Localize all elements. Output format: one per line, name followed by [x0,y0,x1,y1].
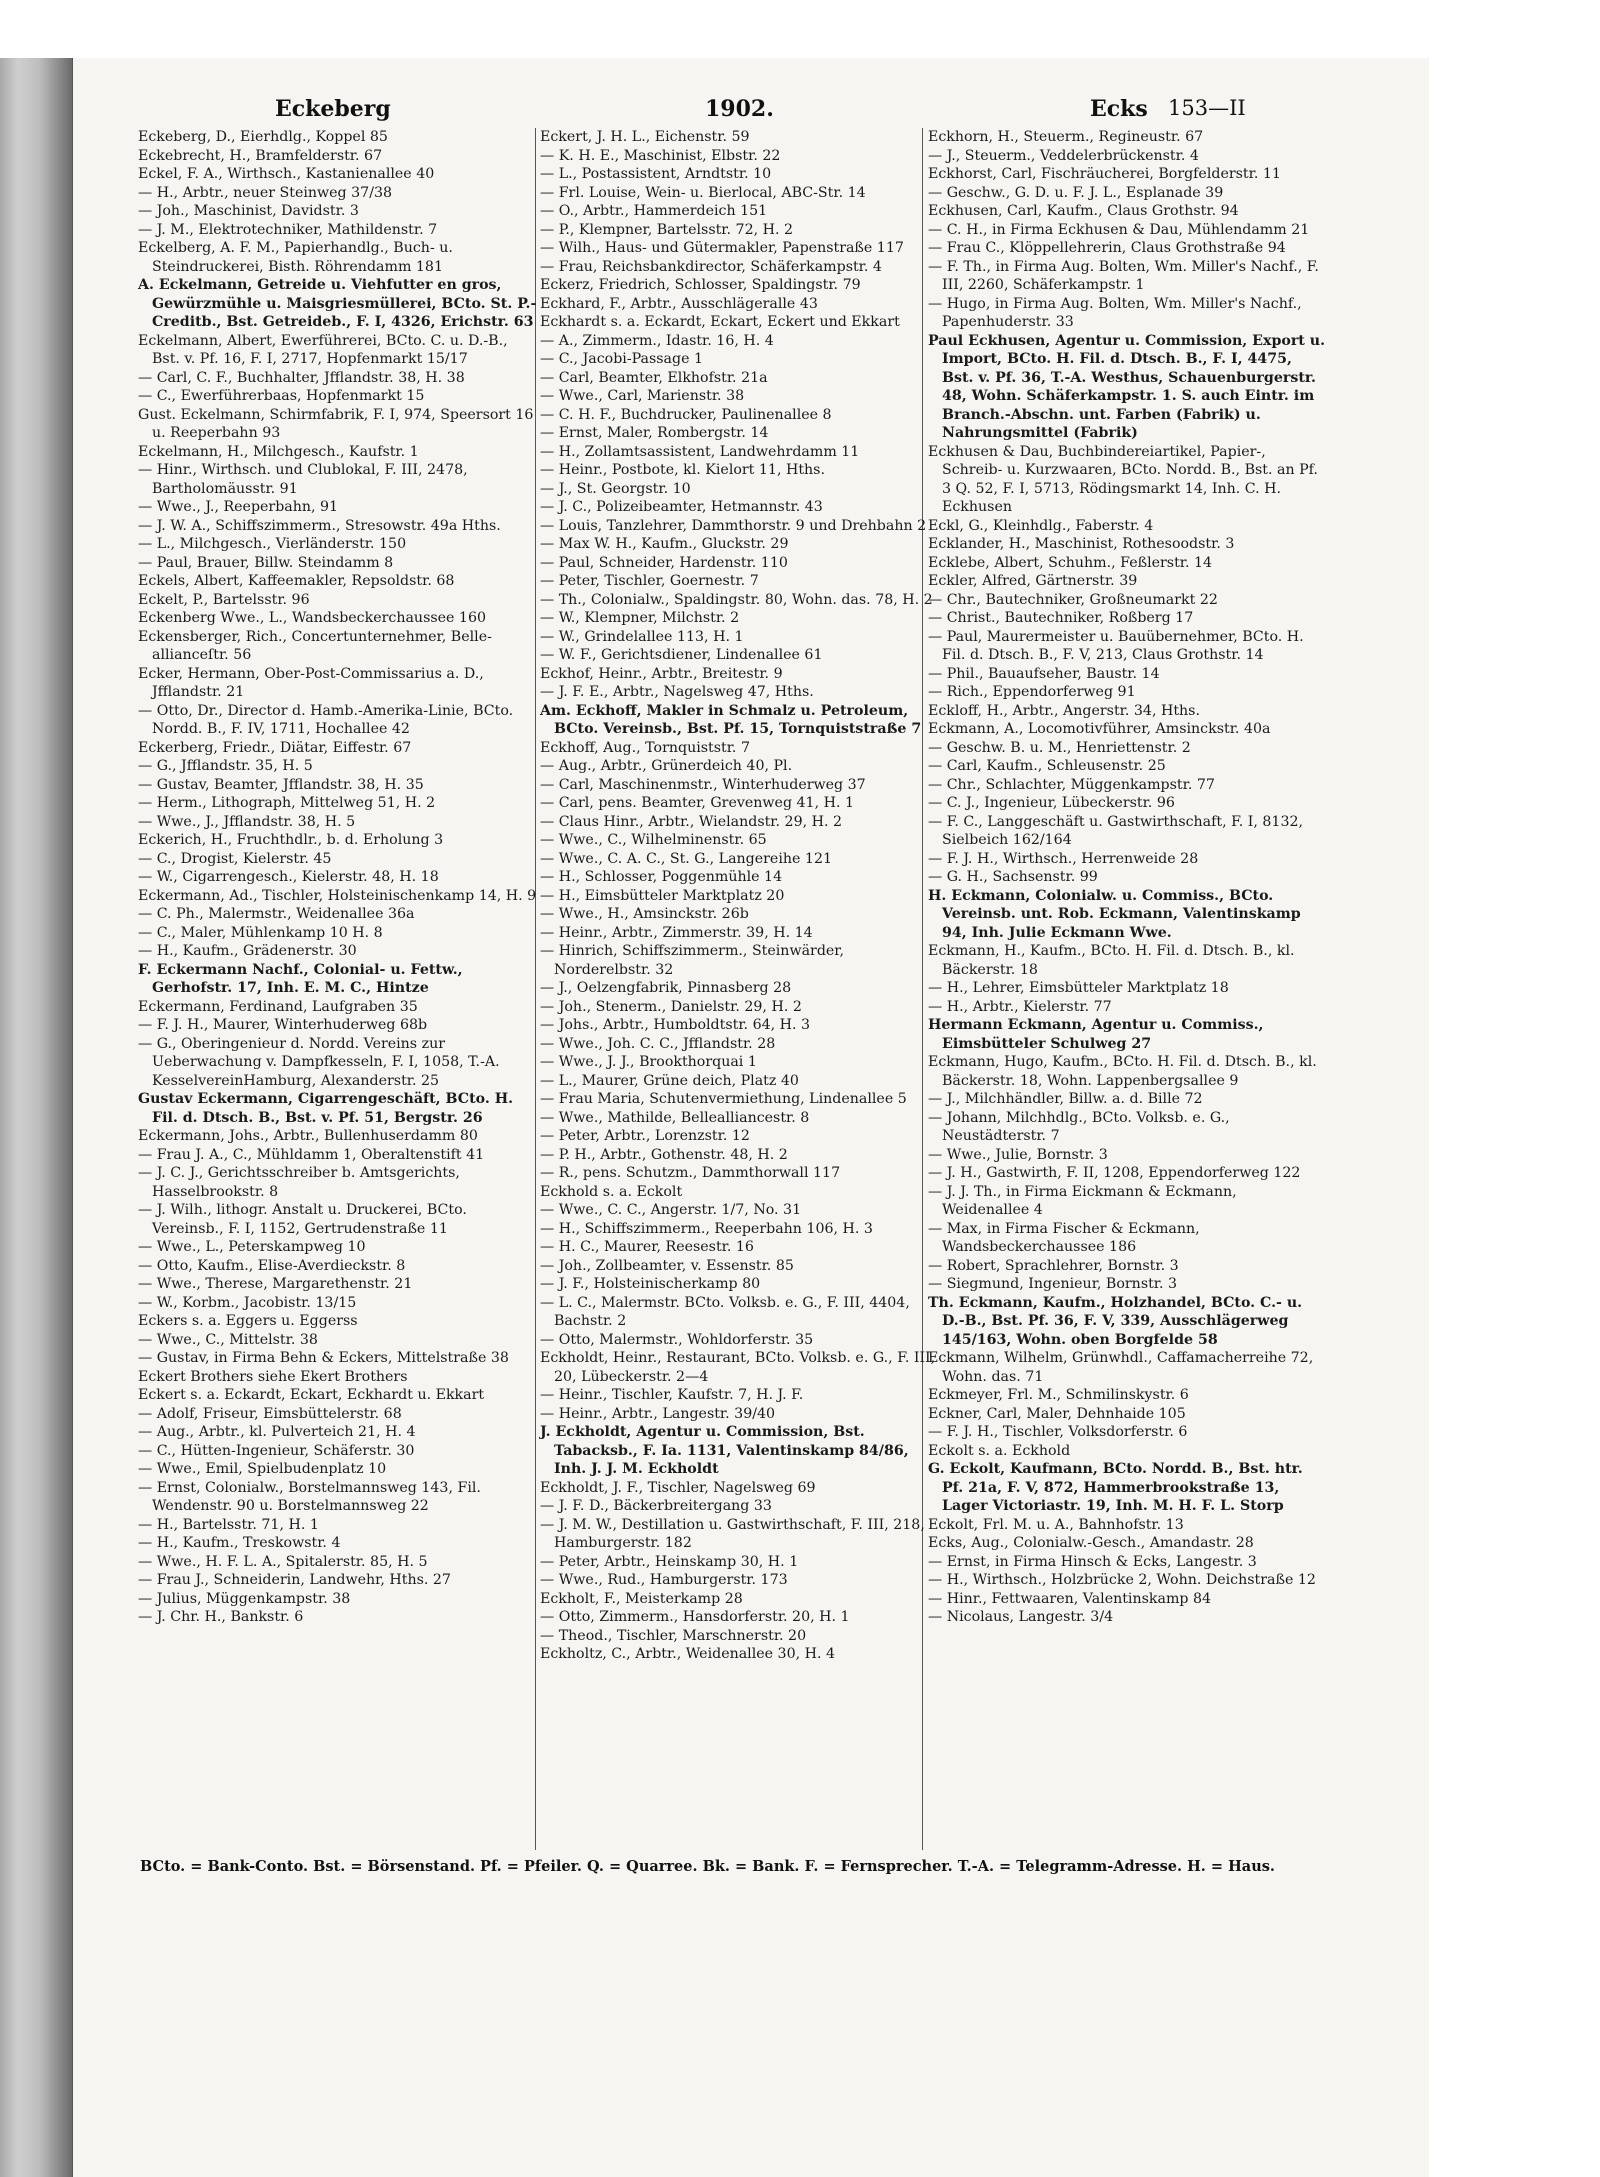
directory-entry: — Wwe., Rud., Hamburgerstr. 173 [540,1572,788,1588]
directory-entry: — J. J. Th., in Firma Eickmann & Eckmann, Weidenallee 4 [928,1183,1237,1218]
directory-entry: — Ernst, Maler, Rombergstr. 14 [540,425,769,441]
directory-entry: — Theod., Tischler, Marschnerstr. 20 [540,1627,807,1644]
directory-entry: — O., Arbtr., Hammerdeich 151 [540,203,768,219]
directory-entry: — C. H., in Firma Eckhusen & Dau, Mühlendamm 21 [928,221,1310,238]
directory-entry: — Chr., Schlachter, Müggenkampstr. 77 [928,776,1215,793]
directory-entry: — Chr., Bautechniker, Großneumarkt 22 [928,591,1218,608]
directory-entry: — Hinr., Wirthsch. und Clublokal, F. III, 2478, Bartholomäusstr. 91 [138,462,468,497]
directory-entry: — W. F., Gerichtsdiener, Lindenallee 61 [540,647,823,663]
directory-entry: — F. J. H., Wirthsch., Herrenweide 28 [928,850,1199,867]
directory-entry: — J., Oelzengfabrik, Pinnasberg 28 [540,980,792,996]
directory-column-3 [928,128,1328,1627]
directory-entry: — Geschw. B. u. M., Henriettenstr. 2 [928,739,1191,756]
directory-entry: — J. Wilh., lithogr. Anstalt u. Druckerei, BCto. Vereinsb., F. I, 1152, Gertrudenstraße 11 [138,1202,467,1237]
directory-entry: F. Eckermann Nachf., Colonial- u. Fettw., Gerhofstr. 17, Inh. E. M. C., Hintze [138,961,463,996]
directory-entry: A. Eckelmann, Getreide u. Viehfutter en gros, Gewürzmühle u. Maisgriesmüllerei, BCto. St. P.-Creditb., Bst. Getreideb., F. I, 4326, Erichstr. 63 [138,277,537,330]
directory-entry: — C. Ph., Malermstr., Weidenallee 36a [138,906,415,922]
abbreviation-legend: BCto. = Bank-Conto. Bst. = Börsenstand. Pf. = Pfeiler. Q. = Quarree. Bk. = Bank. F. = Fernsprecher. T.-A. = Telegramm-Adresse. H. = Haus. [140,1858,1275,1875]
directory-entry: — J., Steuerm., Veddelerbrückenstr. 4 [928,147,1199,164]
directory-entry: — Claus Hinr., Arbtr., Wielandstr. 29, H. 2 [540,813,843,830]
directory-entry: — H., Lehrer, Eimsbütteler Marktplatz 18 [928,980,1229,996]
directory-entry: Eckels, Albert, Kaffeemakler, Repsoldstr. 68 [138,573,455,589]
directory-entry: — W., Korbm., Jacobistr. 13/15 [138,1294,357,1311]
directory-entry: Eckmann, H., Kaufm., BCto. H. Fil. d. Dtsch. B., kl. Bäckerstr. 18 [928,943,1295,978]
directory-entry: — Otto, Malermstr., Wohldorferstr. 35 [540,1331,814,1348]
directory-entry: — J., St. Georgstr. 10 [540,480,691,497]
directory-entry: Paul Eckhusen, Agentur u. Commission, Export u. Import, BCto. H. Fil. d. Dtsch. B., F. I, 4475, Bst. v. Pf. 36, T.-A. Westhus, Schauenburgerstr. 48, Wohn. Schäferkampstr. 1. S. auch Eintr. im Branch.-Abschn. unt. Farben (Fabrik) u. Nahrungsmittel (Fabrik) [928,332,1326,441]
directory-entry: — Hugo, in Firma Aug. Bolten, Wm. Miller's Nachf., Papenhuderstr. 33 [928,295,1302,330]
directory-entry: — H., Arbtr., Kielerstr. 77 [928,998,1112,1015]
directory-entry: — Wwe., Julie, Bornstr. 3 [928,1146,1108,1163]
directory-entry: — Wwe., C. A. C., St. G., Langereihe 121 [540,850,832,867]
header-page-number: 153—II [1168,96,1246,120]
directory-entry: — L., Maurer, Grüne deich, Platz 40 [540,1072,799,1089]
directory-entry: Eckhusen, Carl, Kaufm., Claus Grothstr. 94 [928,203,1239,219]
directory-entry: — Gustav, Beamter, Jfflandstr. 38, H. 35 [138,776,424,793]
directory-entry: — K. H. E., Maschinist, Elbstr. 22 [540,147,781,164]
directory-entry: Eckolt s. a. Eckhold [928,1442,1071,1459]
directory-entry: — C., Maler, Mühlenkamp 10 H. 8 [138,924,383,941]
directory-entry: — Siegmund, Ingenieur, Bornstr. 3 [928,1276,1178,1292]
directory-entry: — Wilh., Haus- und Gütermakler, Papenstraße 117 [540,240,904,256]
directory-entry: — Frau J. A., C., Mühldamm 1, Oberaltenstift 41 [138,1146,485,1163]
directory-entry: Th. Eckmann, Kaufm., Holzhandel, BCto. C.- u. D.-B., Bst. Pf. 36, F. V, 339, Ausschlägerweg 145/163, Wohn. oben Borgfelde 58 [928,1294,1303,1348]
directory-entry: Eckert Brothers siehe Ekert Brothers [138,1368,408,1385]
directory-entry: — Johann, Milchhdlg., BCto. Volksb. e. G., Neustädterstr. 7 [928,1109,1230,1144]
directory-entry: — Carl, Kaufm., Schleusenstr. 25 [928,758,1166,774]
directory-entry: — Heinr., Tischler, Kaufstr. 7, H. J. F. [540,1387,804,1403]
directory-entry: — Frl. Louise, Wein- u. Bierlocal, ABC-Str. 14 [540,184,866,201]
directory-entry: — Wwe., Therese, Margarethenstr. 21 [138,1276,413,1292]
directory-entry: — Nicolaus, Langestr. 3/4 [928,1609,1114,1625]
directory-entry: Eckler, Alfred, Gärtnerstr. 39 [928,573,1138,589]
directory-entry: — J. F., Holsteinischerkamp 80 [540,1276,761,1292]
directory-entry: Eckelt, P., Bartelsstr. 96 [138,591,310,608]
directory-entry: — W., Cigarrengesch., Kielerstr. 48, H. 18 [138,869,439,885]
directory-entry: — Gustav, in Firma Behn & Eckers, Mittelstraße 38 [138,1350,509,1366]
directory-entry: — Wwe., C., Wilhelminenstr. 65 [540,832,767,848]
directory-entry: Eckhard, F., Arbtr., Ausschlägeralle 43 [540,295,818,312]
directory-entry: — J. Chr. H., Bankstr. 6 [138,1609,304,1625]
directory-entry: — G. H., Sachsenstr. 99 [928,869,1098,885]
directory-entry: — Wwe., J., Jfflandstr. 38, H. 5 [138,813,356,830]
directory-entry: — Johs., Arbtr., Humboldtstr. 64, H. 3 [540,1017,811,1033]
directory-entry: — H., Eimsbütteler Marktplatz 20 [540,887,785,904]
directory-entry: — L., Milchgesch., Vierländerstr. 150 [138,536,407,552]
directory-entry: — J. M. W., Destillation u. Gastwirthschaft, F. III, 218, Hamburgerstr. 182 [540,1516,925,1551]
directory-entry: Eckeberg, D., Eierhdlg., Koppel 85 [138,129,388,145]
header-left-keyword: Eckeberg [275,96,391,122]
directory-entry: — H., Kaufm., Treskowstr. 4 [138,1535,341,1551]
directory-entry: — H., Bartelsstr. 71, H. 1 [138,1516,319,1533]
directory-entry: — F. C., Langgeschäft u. Gastwirthschaft, F. I, 8132, Sielbeich 162/164 [928,813,1304,848]
directory-entry: — C., Jacobi-Passage 1 [540,351,704,367]
directory-entry: — Rich., Eppendorferweg 91 [928,684,1136,700]
directory-entry: — Paul, Brauer, Billw. Steindamm 8 [138,554,394,571]
directory-entry: — Otto, Zimmerm., Hansdorferstr. 20, H. 1 [540,1609,850,1625]
directory-entry: Eckert s. a. Eckardt, Eckart, Eckhardt u. Ekkart [138,1387,485,1403]
directory-entry: Eckers s. a. Eggers u. Eggerss [138,1313,358,1329]
directory-entry: — Carl, Maschinenmstr., Winterhuderweg 37 [540,776,866,793]
directory-entry: — Frau Maria, Schutenvermiethung, Lindenallee 5 [540,1091,907,1107]
directory-entry: — Max, in Firma Fischer & Eckmann, Wandsbeckerchaussee 186 [928,1220,1200,1255]
directory-entry: — Wwe., Mathilde, Bellealliancestr. 8 [540,1109,810,1126]
directory-entry: — Christ., Bautechniker, Roßberg 17 [928,610,1194,626]
book-binding-edge [0,58,72,2177]
directory-entry: — W., Grindelallee 113, H. 1 [540,628,744,645]
directory-entry: — Robert, Sprachlehrer, Bornstr. 3 [928,1257,1179,1274]
directory-entry: — Otto, Kaufm., Elise-Averdieckstr. 8 [138,1257,406,1274]
directory-column-2 [540,128,940,1664]
directory-entry: Am. Eckhoff, Makler in Schmalz u. Petroleum, BCto. Vereinsb., Bst. Pf. 15, Tornquiststraße 7 [540,702,922,737]
directory-entry: — J. M., Elektrotechniker, Mathildenstr. 7 [138,221,438,238]
header-right-keyword: Ecks [1090,96,1148,122]
directory-entry: Ecklander, H., Maschinist, Rothesoodstr. 3 [928,536,1235,552]
directory-entry: Eckholdt, Heinr., Restaurant, BCto. Volksb. e. G., F. III, 20, Lübeckerstr. 2—4 [540,1350,936,1385]
directory-entry: Eckholdt, J. F., Tischler, Nagelsweg 69 [540,1479,816,1496]
directory-entry: Eckhold s. a. Eckolt [540,1183,683,1200]
directory-entry: — J. C., Polizeibeamter, Hetmannstr. 43 [540,499,823,515]
directory-entry: — C. J., Ingenieur, Lübeckerstr. 96 [928,795,1175,811]
directory-entry: — Wwe., H., Amsinckstr. 26b [540,906,749,922]
directory-entry: Eckhof, Heinr., Arbtr., Breitestr. 9 [540,665,783,682]
directory-entry: G. Eckolt, Kaufmann, BCto. Nordd. B., Bst. htr. Pf. 21a, F. V, 872, Hammerbrookstraße 13, Lager Victoriastr. 19, Inh. M. H. F. L. Storp [928,1461,1303,1514]
directory-entry: Ecklebe, Albert, Schuhm., Feßlerstr. 14 [928,554,1213,571]
directory-entry: — W., Klempner, Milchstr. 2 [540,610,740,626]
directory-entry: Eckmann, Hugo, Kaufm., BCto. H. Fil. d. Dtsch. B., kl. Bäckerstr. 18, Wohn. Lappenbergsallee 9 [928,1054,1317,1089]
directory-entry: — Peter, Arbtr., Heinskamp 30, H. 1 [540,1553,799,1570]
directory-entry: — H., Schiffszimmerm., Reeperbahn 106, H. 3 [540,1220,873,1237]
page-header [140,96,1290,130]
directory-entry: Ecker, Hermann, Ober-Post-Commissarius a. D., Jfflandstr. 21 [138,665,484,700]
directory-entry: Eckl, G., Kleinhdlg., Faberstr. 4 [928,517,1154,534]
directory-entry: — L., Postassistent, Arndtstr. 10 [540,166,772,182]
directory-entry: — Frau J., Schneiderin, Landwehr, Hths. 27 [138,1572,451,1588]
directory-entry: — C., Drogist, Kielerstr. 45 [138,850,332,867]
directory-entry: — Frau, Reichsbankdirector, Schäferkampstr. 4 [540,258,882,275]
directory-entry: Eckhorst, Carl, Fischräucherei, Borgfelderstr. 11 [928,166,1281,182]
directory-entry: Eckenberg Wwe., L., Wandsbeckerchaussee 160 [138,610,487,626]
directory-entry: Eckhorn, H., Steuerm., Regineustr. 67 [928,129,1204,145]
directory-entry: Eckloff, H., Arbtr., Angerstr. 34, Hths. [928,702,1200,719]
directory-entry: — Th., Colonialw., Spaldingstr. 80, Wohn. das. 78, H. 2 [540,591,933,608]
directory-entry: — Paul, Maurermeister u. Bauübernehmer, BCto. H. Fil. d. Dtsch. B., F. V, 213, Claus Grothstr. 14 [928,628,1304,663]
directory-entry: Gustav Eckermann, Cigarrengeschäft, BCto. H. Fil. d. Dtsch. B., Bst. v. Pf. 51, Bergstr. 26 [138,1091,514,1126]
directory-entry: — A., Zimmerm., Idastr. 16, H. 4 [540,332,774,349]
directory-entry: — Wwe., H. F. L. A., Spitalerstr. 85, H. 5 [138,1553,428,1570]
directory-entry: — P., Klempner, Bartelsstr. 72, H. 2 [540,221,794,238]
directory-entry: Hermann Eckmann, Agentur u. Commiss., Eimsbütteler Schulweg 27 [928,1017,1264,1052]
directory-entry: — J. F. D., Bäckerbreitergang 33 [540,1498,772,1514]
directory-entry: — H., Schlosser, Poggenmühle 14 [540,869,783,885]
directory-entry: — H., Wirthsch., Holzbrücke 2, Wohn. Deichstraße 12 [928,1572,1316,1588]
directory-entry: — Ernst, Colonialw., Borstelmannsweg 143, Fil. Wendenstr. 90 u. Borstelmannsweg 22 [138,1479,481,1514]
directory-entry: — Herm., Lithograph, Mittelweg 51, H. 2 [138,795,436,811]
directory-entry: — Aug., Arbtr., Grünerdeich 40, Pl. [540,758,793,774]
directory-entry: — R., pens. Schutzm., Dammthorwall 117 [540,1165,841,1181]
directory-entry: Eckhardt s. a. Eckardt, Eckart, Eckert und Ekkart [540,314,900,330]
directory-entry: — Wwe., Joh. C. C., Jfflandstr. 28 [540,1035,776,1052]
directory-entry: Eckerberg, Friedr., Diätar, Eiffestr. 67 [138,739,412,756]
directory-entry: Eckhoff, Aug., Tornquiststr. 7 [540,739,750,756]
directory-entry: Eckel, F. A., Wirthsch., Kastanienallee 40 [138,166,435,182]
directory-entry: — Max W. H., Kaufm., Gluckstr. 29 [540,536,789,552]
directory-entry: Eckolt, Frl. M. u. A., Bahnhofstr. 13 [928,1516,1184,1533]
directory-entry: — Carl, Beamter, Elkhofstr. 21a [540,369,768,386]
directory-entry: H. Eckmann, Colonialw. u. Commiss., BCto. Vereinsb. unt. Rob. Eckmann, Valentinskamp 94, Inh. Julie Eckmann Wwe. [928,887,1301,941]
directory-entry: — C. H. F., Buchdrucker, Paulinenallee 8 [540,406,832,423]
directory-entry: — J. C. J., Gerichtsschreiber b. Amtsgerichts, Hasselbrookstr. 8 [138,1165,460,1200]
directory-entry: — C., Hütten-Ingenieur, Schäferstr. 30 [138,1442,415,1459]
directory-entry: — Peter, Arbtr., Lorenzstr. 12 [540,1128,750,1144]
directory-entry: — Hinr., Fettwaaren, Valentinskamp 84 [928,1590,1212,1607]
directory-entry: — H., Arbtr., neuer Steinweg 37/38 [138,184,393,201]
directory-entry: — J. F. E., Arbtr., Nagelsweg 47, Hths. [540,684,814,700]
directory-entry: Eckensberger, Rich., Concertunternehmer, Belle-allianceſtr. 56 [138,628,492,663]
directory-entry: Eckholt, F., Meisterkamp 28 [540,1590,743,1607]
directory-entry: — Wwe., L., Peterskampweg 10 [138,1239,366,1255]
directory-entry: — Wwe., C., Mittelstr. 38 [138,1331,318,1348]
directory-entry: — Hinrich, Schiffszimmerm., Steinwärder, Norderelbstr. 32 [540,943,845,978]
directory-entry: — Louis, Tanzlehrer, Dammthorstr. 9 und Drehbahn 2 [540,517,927,534]
directory-entry: — Carl, C. F., Buchhalter, Jfflandstr. 38, H. 38 [138,369,465,386]
directory-entry: Eckermann, Ad., Tischler, Holsteinischenkamp 14, H. 9 [138,887,537,904]
directory-entry: — Otto, Dr., Director d. Hamb.-Amerika-Linie, BCto. Nordd. B., F. IV, 1711, Hochallee 42 [138,702,514,737]
directory-entry: — Wwe., J. J., Brookthorquai 1 [540,1054,757,1070]
directory-entry: J. Eckholdt, Agentur u. Commission, Bst. Tabacksb., F. Ia. 1131, Valentinskamp 84/86, Inh. J. J. M. Eckholdt [540,1424,909,1477]
directory-entry: — P. H., Arbtr., Gothenstr. 48, H. 2 [540,1146,788,1163]
directory-entry: — H., Zollamtsassistent, Landwehrdamm 11 [540,443,860,460]
directory-entry: Eckert, J. H. L., Eichenstr. 59 [540,129,750,145]
directory-entry: Eckhusen & Dau, Buchbindereiartikel, Papier-, Schreib- u. Kurzwaaren, BCto. Nordd. B., Bst. an Pf. 3 Q. 52, F. I, 5713, Rödingsmarkt 14, Inh. C. H. Eckhusen [928,443,1318,515]
directory-column-1 [138,128,538,1627]
directory-entry: — Paul, Schneider, Hardenstr. 110 [540,554,788,571]
directory-entry: — H., Kaufm., Grädenerstr. 30 [138,943,357,959]
directory-entry: — J. W. A., Schiffszimmerm., Stresowstr. 49a Hths. [138,517,501,534]
directory-entry: — Heinr., Postbote, kl. Kielort 11, Hths. [540,462,825,478]
directory-entry: — Adolf, Friseur, Eimsbüttelerstr. 68 [138,1405,402,1422]
directory-entry: — Joh., Maschinist, Davidstr. 3 [138,203,359,219]
directory-entry: — Ernst, in Firma Hinsch & Ecks, Langestr. 3 [928,1553,1257,1570]
directory-entry: — Aug., Arbtr., kl. Pulverteich 21, H. 4 [138,1424,416,1440]
directory-entry: — Frau C., Klöppellehrerin, Claus Grothstraße 94 [928,240,1286,256]
directory-entry: — J. H., Gastwirth, F. II, 1208, Eppendorferweg 122 [928,1165,1301,1181]
directory-entry: — Wwe., Emil, Spielbudenplatz 10 [138,1461,387,1477]
directory-entry: Eckholtz, C., Arbtr., Weidenallee 30, H. 4 [540,1646,836,1662]
directory-entry: Eckebrecht, H., Bramfelderstr. 67 [138,147,383,164]
directory-entry: — Julius, Müggenkampstr. 38 [138,1590,351,1607]
directory-entry: — Heinr., Arbtr., Langestr. 39/40 [540,1405,776,1422]
directory-entry: Eckmann, Wilhelm, Grünwhdl., Caffamacherreihe 72, Wohn. das. 71 [928,1350,1314,1385]
directory-entry: Eckmann, A., Locomotivführer, Amsinckstr. 40a [928,721,1271,737]
header-year: 1902. [705,96,774,122]
directory-entry: Eckermann, Ferdinand, Laufgraben 35 [138,998,418,1015]
directory-entry: — Heinr., Arbtr., Zimmerstr. 39, H. 14 [540,924,813,941]
directory-entry: Eckelmann, Albert, Ewerführerei, BCto. C. u. D.-B., Bst. v. Pf. 16, F. I, 2717, Hopfenmarkt 15/17 [138,332,508,367]
directory-entry: — F. Th., in Firma Aug. Bolten, Wm. Miller's Nachf., F. III, 2260, Schäferkampstr. 1 [928,258,1319,293]
directory-entry: Eckerich, H., Fruchthdlr., b. d. Erholung 3 [138,832,444,848]
directory-entry: Eckner, Carl, Maler, Dehnhaide 105 [928,1405,1186,1422]
directory-entry: — Wwe., J., Reeperbahn, 91 [138,499,339,515]
directory-entry: — Wwe., Carl, Marienstr. 38 [540,388,745,404]
directory-entry: Eckelberg, A. F. M., Papierhandlg., Buch- u. Steindruckerei, Bisth. Röhrendamm 181 [138,240,453,275]
directory-entry: Ecks, Aug., Colonialw.-Gesch., Amandastr. 28 [928,1535,1254,1551]
directory-entry: — H. C., Maurer, Reesestr. 16 [540,1239,754,1255]
directory-entry: — Joh., Zollbeamter, v. Essenstr. 85 [540,1257,794,1274]
directory-entry: — F. J. H., Maurer, Winterhuderweg 68b [138,1017,428,1033]
directory-entry: — Phil., Bauaufseher, Baustr. 14 [928,665,1160,682]
directory-entry: Eckmeyer, Frl. M., Schmilinskystr. 6 [928,1387,1189,1403]
directory-entry: — G., Jfflandstr. 35, H. 5 [138,758,313,774]
directory-entry: — C., Ewerführerbaas, Hopfenmarkt 15 [138,388,425,404]
directory-entry: — J., Milchhändler, Billw. a. d. Bille 72 [928,1091,1203,1107]
directory-entry: — Joh., Stenerm., Danielstr. 29, H. 2 [540,998,802,1015]
directory-entry: — G., Oberingenieur d. Nordd. Vereins zur Ueberwachung v. Dampfkesseln, F. I, 1058, T.-A. KesselvereinHamburg, Alexanderstr. 25 [138,1035,500,1089]
directory-entry: Eckelmann, H., Milchgesch., Kaufstr. 1 [138,443,419,460]
directory-entry: — F. J. H., Tischler, Volksdorferstr. 6 [928,1424,1188,1440]
directory-entry: — Peter, Tischler, Goernestr. 7 [540,573,759,589]
directory-entry: Eckermann, Johs., Arbtr., Bullenhuserdamm 80 [138,1128,478,1144]
directory-entry: Eckerz, Friedrich, Schlosser, Spaldingstr. 79 [540,277,861,293]
directory-entry: — Geschw., G. D. u. F. J. L., Esplanade 39 [928,184,1224,201]
directory-entry: — L. C., Malermstr. BCto. Volksb. e. G., F. III, 4404, Bachstr. 2 [540,1294,910,1329]
directory-entry: — Wwe., C. C., Angerstr. 1/7, No. 31 [540,1202,802,1218]
directory-entry: Gust. Eckelmann, Schirmfabrik, F. I, 974, Speersort 16 u. Reeperbahn 93 [138,406,534,441]
directory-entry: — Carl, pens. Beamter, Grevenweg 41, H. 1 [540,795,855,811]
